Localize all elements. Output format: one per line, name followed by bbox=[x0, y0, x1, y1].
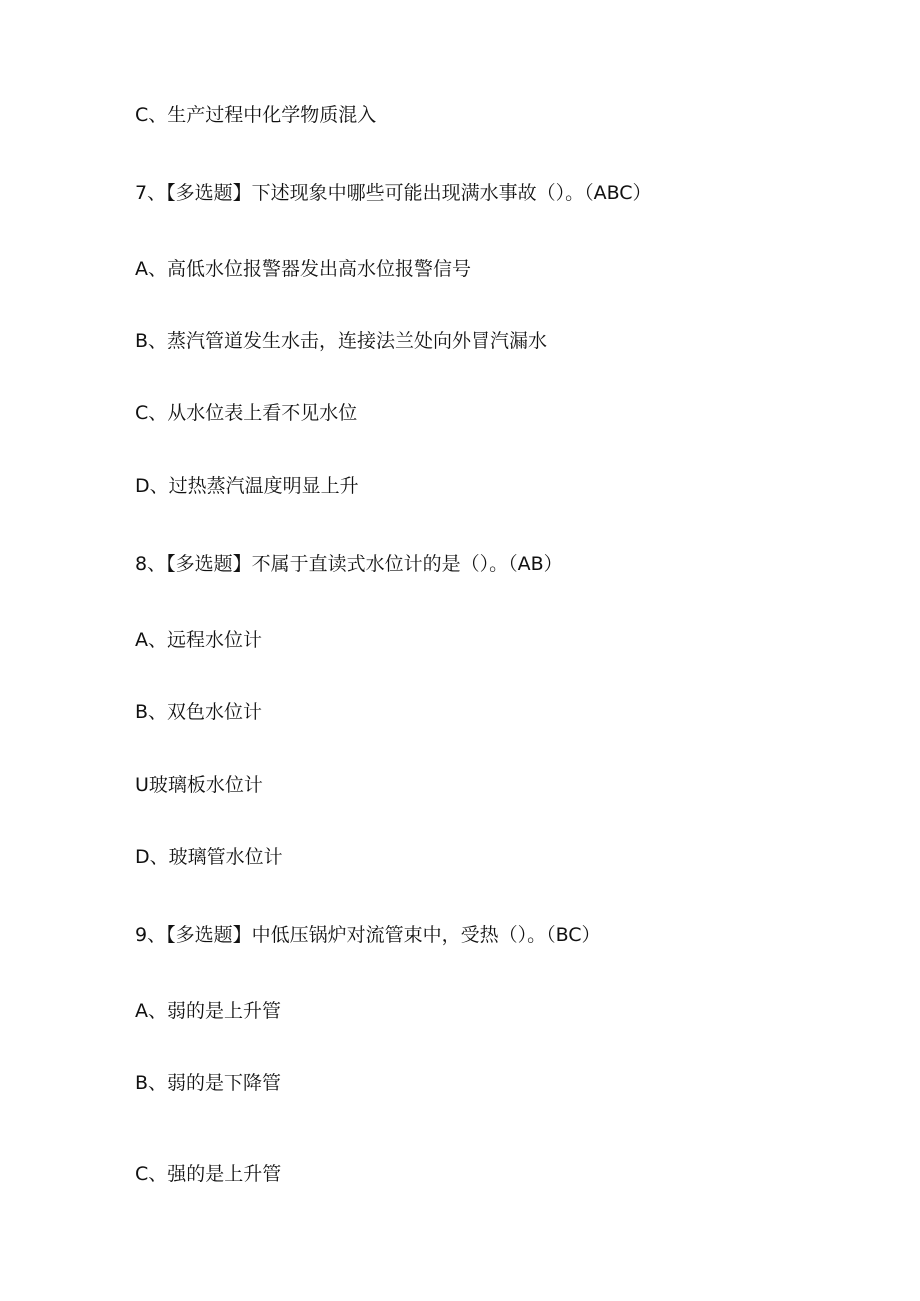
option-line: B、双色水位计 bbox=[135, 701, 263, 723]
option-line: A、远程水位计 bbox=[135, 629, 262, 651]
question-line: 9、【多选题】中低压锅炉对流管束中，受热（）。（BC） bbox=[135, 924, 601, 946]
option-line: C、生产过程中化学物质混入 bbox=[135, 104, 377, 126]
option-line: B、蒸汽管道发生水击，连接法兰处向外冒汽漏水 bbox=[135, 330, 548, 352]
option-line: D、过热蒸汽温度明显上升 bbox=[135, 475, 359, 497]
option-line: U玻璃板水位计 bbox=[135, 774, 263, 796]
option-line: B、弱的是下降管 bbox=[135, 1072, 282, 1094]
option-line: C、强的是上升管 bbox=[135, 1163, 282, 1185]
question-line: 7、【多选题】下述现象中哪些可能出现满水事故（）。（ABC） bbox=[135, 182, 652, 204]
question-line: 8、【多选题】不属于直读式水位计的是（）。（AB） bbox=[135, 553, 563, 575]
option-line: C、从水位表上看不见水位 bbox=[135, 402, 358, 424]
option-line: A、弱的是上升管 bbox=[135, 1000, 281, 1022]
option-line: D、玻璃管水位计 bbox=[135, 846, 283, 868]
option-line: A、高低水位报警器发出高水位报警信号 bbox=[135, 258, 471, 280]
